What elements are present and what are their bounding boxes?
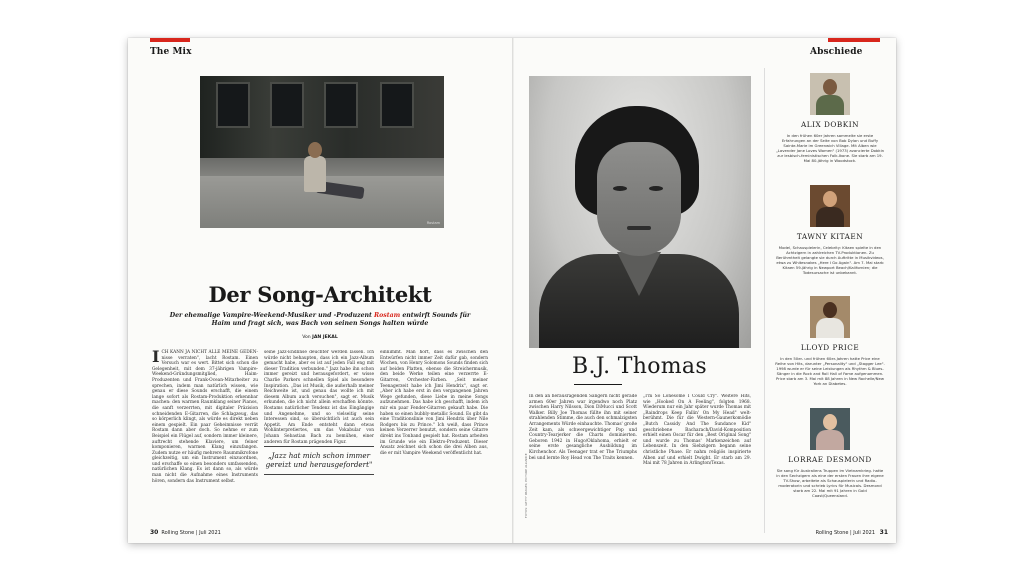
article-column-1 xyxy=(152,347,258,484)
obit-entry xyxy=(775,408,885,498)
portrait-eye xyxy=(613,186,627,191)
obit-name: TAWNY KITAEN xyxy=(796,232,864,241)
obit-photo xyxy=(810,408,850,450)
photo-person-head xyxy=(308,142,322,158)
photo-window xyxy=(380,82,414,128)
photo-head xyxy=(823,414,837,430)
obit-column-2 xyxy=(643,394,751,522)
portrait-mouth xyxy=(627,226,651,230)
byline-author: JAN JEKAL xyxy=(312,335,338,340)
page-folio-right xyxy=(816,529,888,536)
byline xyxy=(168,335,472,340)
photo-body xyxy=(816,95,844,115)
dek-text: Der ehemalige Vampire-Weekend-Musiker und -Produzent xyxy=(169,312,375,319)
portrait-photo xyxy=(529,76,751,348)
article-column-2 xyxy=(264,350,374,444)
photo-window xyxy=(270,82,304,128)
photo-head xyxy=(823,302,837,318)
obit-name: ALIX DOBKIN xyxy=(801,120,859,129)
name-rule xyxy=(574,384,622,385)
page-number: 30 xyxy=(150,529,159,536)
article-headline: Der Song-Architekt xyxy=(208,282,432,307)
magazine-spread xyxy=(128,38,896,543)
obit-name: LLOYD PRICE xyxy=(800,343,860,352)
drop-cap: I xyxy=(152,347,160,366)
dek-highlight: Rostam xyxy=(374,312,401,319)
left-page xyxy=(128,38,512,543)
photo-head xyxy=(823,79,837,95)
obit-text: In den 50er- und frühen 60er-Jahren hatte Price eine Reihe von Hits, darunter „Personality" und „Stagger Lee". 1998 wurde er für seine Leistungen als Rhythm & Blues-Sänger in die Rock and Roll Hall of Fame aufgenommen. Price starb am 3. Mai mit 88 Jahren in New Rochelle/New York an Diabetes. xyxy=(775,356,885,386)
obit-photo xyxy=(810,296,850,338)
obit-photo xyxy=(810,73,850,115)
right-page xyxy=(514,38,896,543)
photo-credit: Rostam xyxy=(426,221,440,225)
obit-photo xyxy=(810,185,850,227)
byline-prefix: Von xyxy=(302,335,313,340)
photo-head xyxy=(823,191,837,207)
section-label: Abschiede xyxy=(810,47,863,57)
obituary-sidebar xyxy=(764,68,890,533)
folio-text: Rolling Stone | Juli 2021 xyxy=(815,530,876,536)
obit-entry xyxy=(775,73,885,163)
portrait-face xyxy=(597,142,681,256)
column-text: „I'm So Lonesome I Could Cry". Weitere Hits, wie „Hooked On A Feeling", folgten 1968. Wiederum nur ein Jahr später wurde Thomas mit „Raindrops Keep Fallin' On My Head" welt-berühmt. Die für die Western-Gaunerkomödie „Butch Cassidy And The Sundance Kid" geschriebene Bacharach/David-Komposition erhielt einen Oscar für den „Best Original Song" und wurde zu Thomas' Markenzeichen auf Lebenszeit. In den Siebzigern begann seine christliche Phase. Er nahm religiös inspirierte Alben auf und erhielt Dwight. Er starb am 29. Mai mit 78 Jahren in Arlington/Texas. xyxy=(643,394,751,467)
obit-entry xyxy=(775,296,885,386)
column-text: In den an herausragenden Sängern nicht gerade armen 60er Jahren war irgendwo noch Platz zwischen Harry Nilsson, Dion DiMucci und Scott Walker. Billy Joe Thomas füllte ihn mit seiner strahlenden Stimme, die auch den schmalzigsten Arrangements Würde einhauchte. Thomas' große Zeit kam, als schwergewichtiger Pop und Country-Tearjerker die Charts dominierten. Geboren 1942 in Hugo/Oklahoma, erhielt er seine erste gesangliche Ausbildung im Kirchenchor. Als Teenager trat er The Triumphs bei und lernte Roy Head von The Traits kennen. xyxy=(529,394,637,461)
portrait-eye xyxy=(649,186,663,191)
photo-credit-vertical: FOTOS: GETTY IMAGES; PICTURE ALLIANCE xyxy=(524,453,528,518)
section-color-bar xyxy=(828,38,880,42)
column-text: einnimmt. Man hört, dass es zwischen den Entwürfen nicht immer Zeit dafür gab, sondern Wochen, von Henry Solomons Sounds finden sich auf beiden Platten, ebenso die Streichermusik, den beide Werke teilen eine verzerrte E-Gitarren, Orchester-Farben. „Seit meiner Teenagerzeit habe ich Jimi Hendrix", sagt er. „Aber ich habe erst in den vergangenen Jahren Wege gefunden, diese Liebe in meine Songs aufzunehmen. Das habe ich geschafft, indem ich mir ein paar Fender-Gitarren gekauft habe. Die haben so einen bubbly-metallic Sound. Es gibt da eine Traditionslinie von Jimi Hendrix über Nile Rodgers bis zu Prince." Ich weiß, dass Prince keinen Verzerrer benutzt, sondern seine Gitarre direkt ins Tonband gespielt hat. Rostam arbeiten im Grunde wie ein Elektro-Produzent. Dieser Ansatz zeichnet sich schon die drei Alben aus, die er mit Vampire Weekend veröffentlicht hat. xyxy=(380,350,488,456)
article-column-3 xyxy=(380,350,488,518)
column-text: seine Jazz-Endlinse deuchter werden lassen. Ich würde nicht behaupten, dass ich ein Jazz-Album gemacht habe, aber es ist auf jeden Fall eng mit dieser Tradition verbunden." Jazz habe ihn schon immer gereizt und herausgefordert, er wisse Charlie Parkers schnellen Spiel als besondere Inspiration. „Das ist Musik, die außerhalb meiner Reichweite ist, und genau das wollte ich mit diesem Album auch versuchen", sagt er. Musik erkunden, die ich nicht allein erschaffen könnte. Rostams natürlicher Tendenz ist das Eingängige und Angenehme, und so vielseitig seine Interessen sind, so übersichtlich ist auch sein Appetit. Am Ende entsteht dann etwas Wohlinterpretiertes, um das Vokabular von Johann Sebastian Bach zu bemühen, einer anderen für Rostam prägenden Figur. xyxy=(264,350,374,444)
section-color-bar xyxy=(150,38,190,42)
article-dek xyxy=(168,312,472,328)
column-text: CH KANN JA NICHT ALLE MEINE GEDEN-nisse verraten", lacht Rostam. Einen Versuch war es wert. Bittet sich schon die Gelegenheit, mit dem 37-jährigen Vampire-Weekend-Gründungsmitglied, Haim-Produzenten und Frank-Ocean-Mitarbeiter zu sprechen, indem man natürlich wissen, wie genau er diese Sounds erschafft, die einem lange sofort als Rostam-Produktion erkennbar machen: den warmen Raumklang seiner Pianos, die sanft verzerrten, mit digitaler Präzision schneidenden E-Gitarren, die Schlagzeug, das so körperlich klingt, als würde es direkt neben einem gespielt. Ein paar Geheimnisse verrät Rostam dann aber doch. So nehme er zum Beispiel ein Flügel auf, sondern immer kleinere, auftrecht stehende Klaviere, um feiner komponieren, warmen Klang einzufangen. Zudem nutze er häufig mehrere Raummikrofone gleichzeitig, um ein Instrument einzuordnen, und erschaffe so einen besonders umfassenden, natürlichen Klang. Es ist dann so, als würde man nicht die Aufnahme eines Instruments hören, sondern das Instrument selbst. xyxy=(152,350,258,484)
pull-quote: „Jazz hat mich schon immer gereizt und herausgefordert" xyxy=(264,446,374,475)
section-label: The Mix xyxy=(150,47,192,57)
hero-photo xyxy=(200,76,444,228)
obit-entry xyxy=(775,185,885,275)
obit-text: Sie sang für Australiens Truppen im Vietnamkrieg. hatte in den Sechzigern als eine der ersten Frauen ihre eigene TV-Show, arbeitete als Schauspielerin und Radio-moderatorin und schrieb Lyrics für Musicals. Desmond starb am 22. Mai mit 91 Jahren in Gold Coast/Queensland. xyxy=(776,468,884,498)
photo-body xyxy=(816,318,844,338)
photo-window xyxy=(216,82,250,128)
obit-name: LORRAE DESMOND xyxy=(788,455,872,464)
feature-name: B.J. Thomas xyxy=(572,354,707,379)
page-folio-left xyxy=(150,529,221,536)
obit-column-1 xyxy=(529,394,637,522)
photo-body xyxy=(816,207,844,227)
photo-person-body xyxy=(304,156,326,192)
folio-text: Rolling Stone | Juli 2021 xyxy=(161,530,221,536)
photo-body xyxy=(816,430,844,450)
page-number: 31 xyxy=(879,529,888,536)
obit-text: Model, Schauspielerin, Celebrity: Kitaen spielte in den Achtzigern in zahlreichen TV-Produktionen. Zu Berühmtheit gelangte sie durch Auftritte in Musikvideos, etwa zu Whitesnakes „Here I Go Again". Am 7. Mai starb Kitaen 59-jährig in Newport Beach/Kalifornien; die Todesursache ist unbekannt. xyxy=(776,245,884,275)
photo-window xyxy=(324,82,358,128)
dek-text: entwirft Sounds für Haim und fragt sich, was Bach von seinen Songs halten würde xyxy=(211,312,471,327)
obit-text: In den frühen 60er Jahren sammelte sie erste Erfahrungen an der Seite von Bob Dylan und Buffy Sainte-Marie im Greenwich Village. Mit Alben wie „Lavender Jane Loves Women" (1973) avancierte Dobkin zur lesbisch-feministischen Folk-Ikone. Sie starb am 19. Mai 80-jährig in Woodstock. xyxy=(775,133,885,163)
